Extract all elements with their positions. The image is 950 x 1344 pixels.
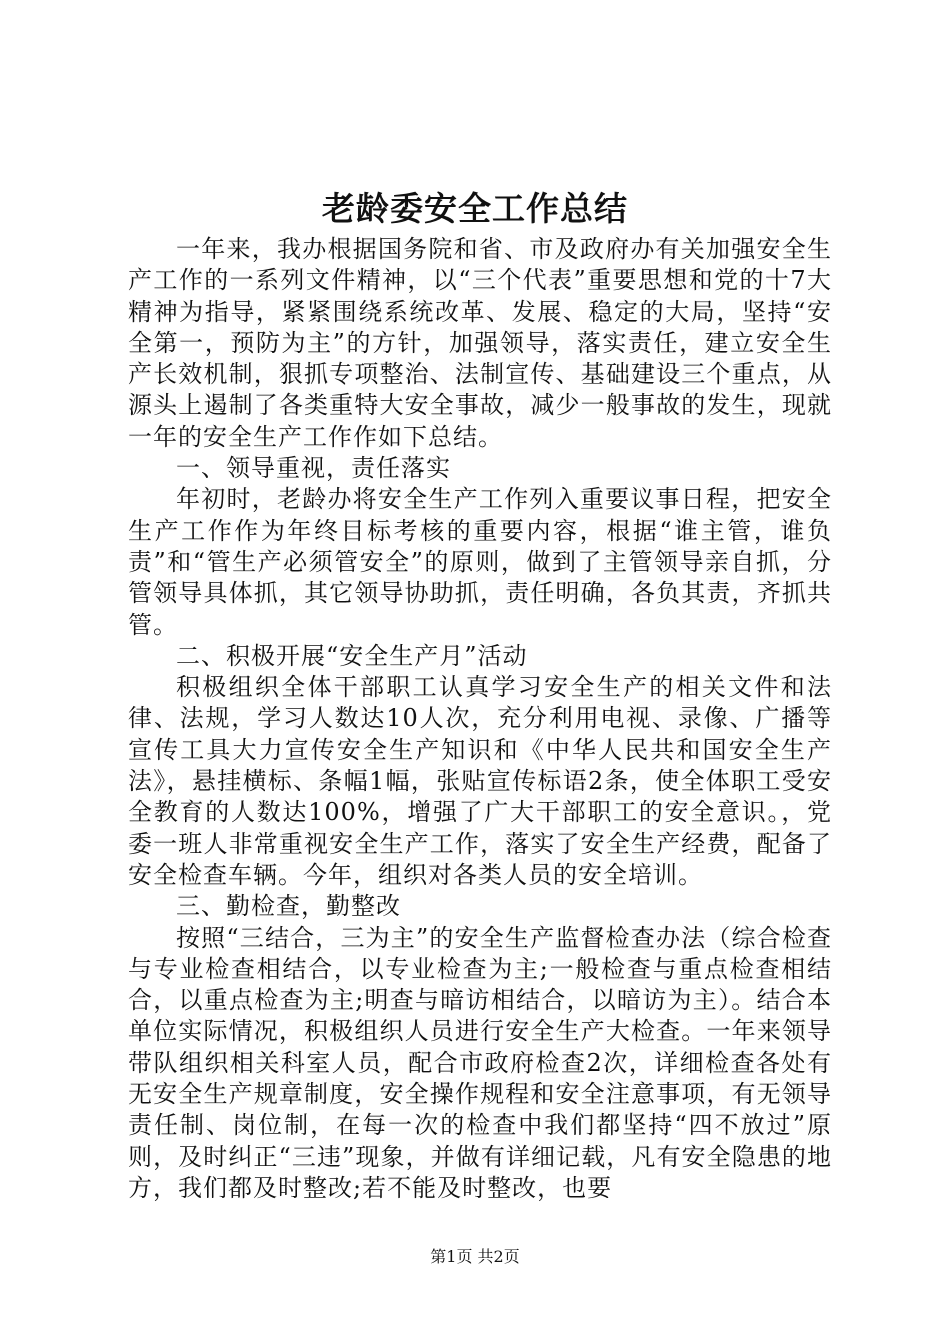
page-number-footer: 第1页 共2页 — [430, 1247, 520, 1266]
paragraph-section-2: 积极组织全体干部职工认真学习安全生产的相关文件和法律、法规，学习人数达10人次，充分利用电视、录像、广播等宣传工具大力宣传安全生产知识和《中华人民共和国安全生产法》，悬挂横标、条幅1幅，张贴宣传标语2条，使全体职工受安全教育的人数达100%，增强了广大干部职工的安全意识。，党委一班人非常重视安全生产工作，落实了安全生产经费，配备了安全检查车辆。今年，组织对各类人员的安全培训。 — [128, 673, 832, 889]
paragraph-section-1: 年初时，老龄办将安全生产工作列入重要议事日程，把安全生产工作作为年终目标考核的重要内容，根据“谁主管，谁负责”和“管生产必须管安全”的原则，做到了主管领导亲自抓，分管领导具体抓，其它领导协助抓，责任明确，各负其责，齐抓共管。 — [128, 485, 832, 639]
document-body — [128, 234, 832, 1204]
section-heading-2: 二、积极开展“安全生产月”活动 — [176, 641, 528, 670]
section-heading-3: 三、勤检查，勤整改 — [176, 892, 401, 921]
document-title: 老龄委安全工作总结 — [322, 189, 628, 228]
paragraph-section-3: 按照“三结合，三为主”的安全生产监督检查办法（综合检查与专业检查相结合，以专业检查为主;一般检查与重点检查相结合，以重点检查为主;明查与暗访相结合，以暗访为主）。结合本单位实际情况，积极组织人员进行安全生产大检查。一年来领导带队组织相关科室人员，配合市政府检查2次，详细检查各处有无安全生产规章制度，安全操作规程和安全注意事项，有无领导责任制、岗位制，在每一次的检查中我们都坚持“四不放过”原则，及时纠正“三违”现象，并做有详细记载，凡有安全隐患的地方，我们都及时整改;若不能及时整改，也要 — [128, 923, 832, 1202]
section-heading-1: 一、领导重视，责任落实 — [176, 454, 451, 483]
paragraph-intro: 一年来，我办根据国务院和省、市及政府办有关加强安全生产工作的一系列文件精神，以“三个代表”重要思想和党的十7大精神为指导，紧紧围绕系统改革、发展、稳定的大局，坚持“安全第一，预防为主”的方针，加强领导，落实责任，建立安全生产长效机制，狠抓专项整治、法制宣传、基础建设三个重点，从源头上遏制了各类重特大安全事故，减少一般事故的发生，现就一年的安全生产工作作如下总结。 — [128, 235, 832, 451]
